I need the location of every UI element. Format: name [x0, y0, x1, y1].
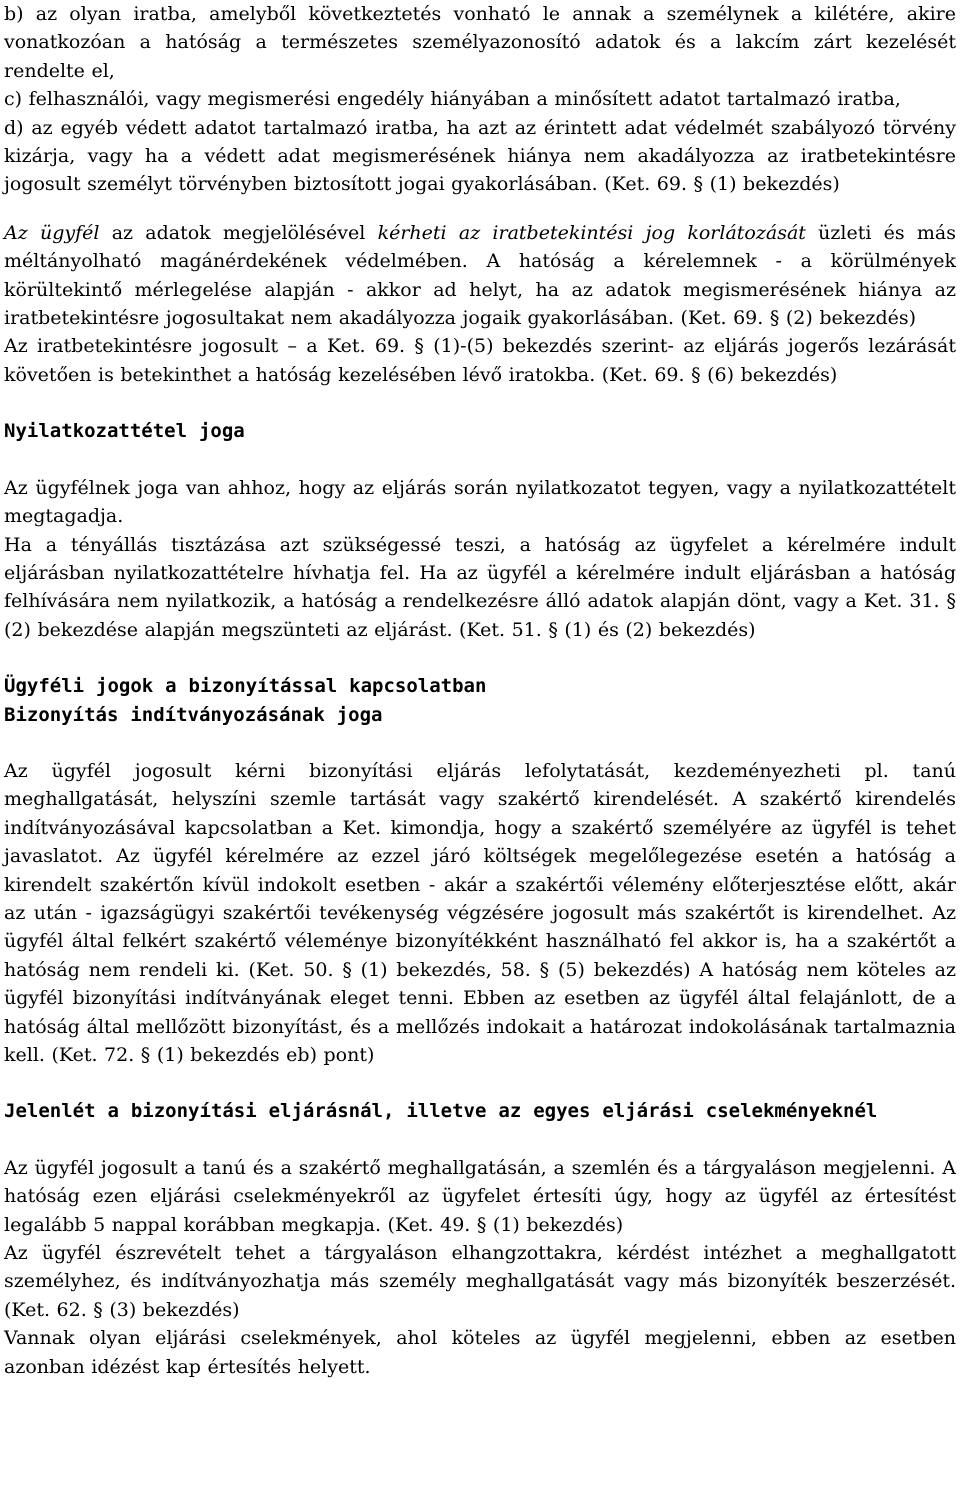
paragraph-presence-2: Az ügyfél észrevételt tehet a tárgyaláson elhangzottakra, kérdést intézhet a meghallgatott személyhez, és indítványozhatja más személy meghallgatását vagy más bizonyíték beszerzését. (Ket. 62. § (3) bekezdés): [4, 1242, 956, 1321]
paragraph-item-b: b) az olyan iratba, amelyből következtetés vonható le annak a személynek a kilétére, akire vonatkozóan a hatóság a természetes személyazonosító adatok és a lakcím zárt kezelését rendelte el,: [4, 3, 956, 82]
paragraph-evidence: Az ügyfél jogosult kérni bizonyítási eljárás lefolytatását, kezdeményezheti pl. tanú meghallgatását, helyszíni szemle tartását vagy szakértő kirendelését. A szakértő kirendelés indítványozásával kapcsolatban a Ket. kimondja, hogy a szakértő személyére az ügyfél is tehet javaslatot. Az ügyfél kérelmére az ezzel járó költségek megelőlegezése esetén a hatóság a kirendelt szakértőn kívül indokolt esetben - akár a szakértői vélemény előterjesztése előtt, akár az után - igazságügyi szakértői tevékenység végzésére jogosult más szakértőt is kirendelhet. Az ügyfél által felkért szakértő véleménye bizonyítékként használható fel akkor is, ha a szakértőt a hatóság nem rendeli ki. (Ket. 50. § (1) bekezdés, 58. § (5) bekezdés) A hatóság nem köteles az ügyfél bizonyítási indítványának eleget tenni. Ebben az esetben az ügyfél által felajánlott, de a hatóság által mellőzött bizonyítást, és a mellőzés indokait a határozat indokolásának tartalmaznia kell. (Ket. 72. § (1) bekezdés eb) pont): [4, 759, 956, 1066]
document-page: [4, 0, 956, 1381]
heading-evidence-rights: Ügyféli jogok a bizonyítással kapcsolatban: [4, 675, 487, 698]
heading-evidence-motion: Bizonyítás indítványozásának joga: [4, 703, 383, 726]
paragraph-statement-2: Ha a tényállás tisztázása azt szükségessé teszi, a hatóság az ügyfelet a kérelmére indult eljárásban nyilatkozattételre hívhatja fel. Ha az ügyfél a kérelmére indult eljárásban a hatóság felhívására nem nyilatkozik, a hatóság a rendelkezésre álló adatok alapján dönt, vagy a Ket. 31. § (2) bekezdése alapján megszünteti az eljárást. (Ket. 51. § (1) és (2) bekezdés): [4, 533, 956, 641]
heading-statement-right: Nyilatkozattétel joga: [4, 420, 245, 443]
heading-presence: Jelenlét a bizonyítási eljárásnál, illetve az egyes eljárási cselekményeknél: [4, 1100, 878, 1123]
paragraph-item-c: c) felhasználói, vagy megismerési engedély hiányában a minősített adatot tartalmazó iratba,: [4, 88, 901, 111]
text-segment: üzleti és más méltányolható magánérdekének védelmében. A hatóság a kérelemnek - a körülmények körültekintő mérlegelése alapján - akkor ad helyt, ha az adatok megismerésének hiánya az iratbetekintésre jogosultakat nem akadályozza jogaik gyakorlásában. (Ket. 69. § (2) bekezdés): [4, 221, 956, 330]
paragraph-access-after-closure: Az iratbetekintésre jogosult – a Ket. 69. § (1)-(5) bekezdés szerint- az eljárás jogerős lezárását követően is betekinthet a hatóság kezelésében lévő iratokba. (Ket. 69. § (6) bekezdés): [4, 335, 956, 386]
emphasis-client: Az ügyfél: [4, 221, 100, 244]
paragraph-statement-1: Az ügyfélnek joga van ahhoz, hogy az eljárás során nyilatkozatot tegyen, vagy a nyilatkozattételt megtagadja.: [4, 476, 956, 528]
emphasis-restriction: kérheti az iratbetekintési jog korlátozását: [377, 221, 806, 244]
paragraph-item-d: d) az egyéb védett adatot tartalmazó iratba, ha azt az érintett adat védelmét szabályozó törvény kizárja, vagy ha a védett adat megismerésének hiánya nem akadályozza az iratbetekintésre jogosult személyt törvényben biztosított jogai gyakorlásában. (Ket. 69. § (1) bekezdés): [4, 116, 956, 196]
paragraph-presence-3: Vannak olyan eljárási cselekmények, ahol köteles az ügyfél megjelenni, ebben az esetben azonban idézést kap értesítés helyett.: [4, 1327, 956, 1378]
paragraph-restriction-request: [4, 219, 956, 333]
text-segment: az adatok megjelölésével: [99, 221, 378, 244]
paragraph-presence-1: Az ügyfél jogosult a tanú és a szakértő meghallgatásán, a szemlén és a tárgyaláson megjelenni. A hatóság ezen eljárási cselekményekről az ügyfelet értesíti úgy, hogy az ügyfél az értesítést legalább 5 nappal korábban megkapja. (Ket. 49. § (1) bekezdés): [4, 1156, 956, 1236]
